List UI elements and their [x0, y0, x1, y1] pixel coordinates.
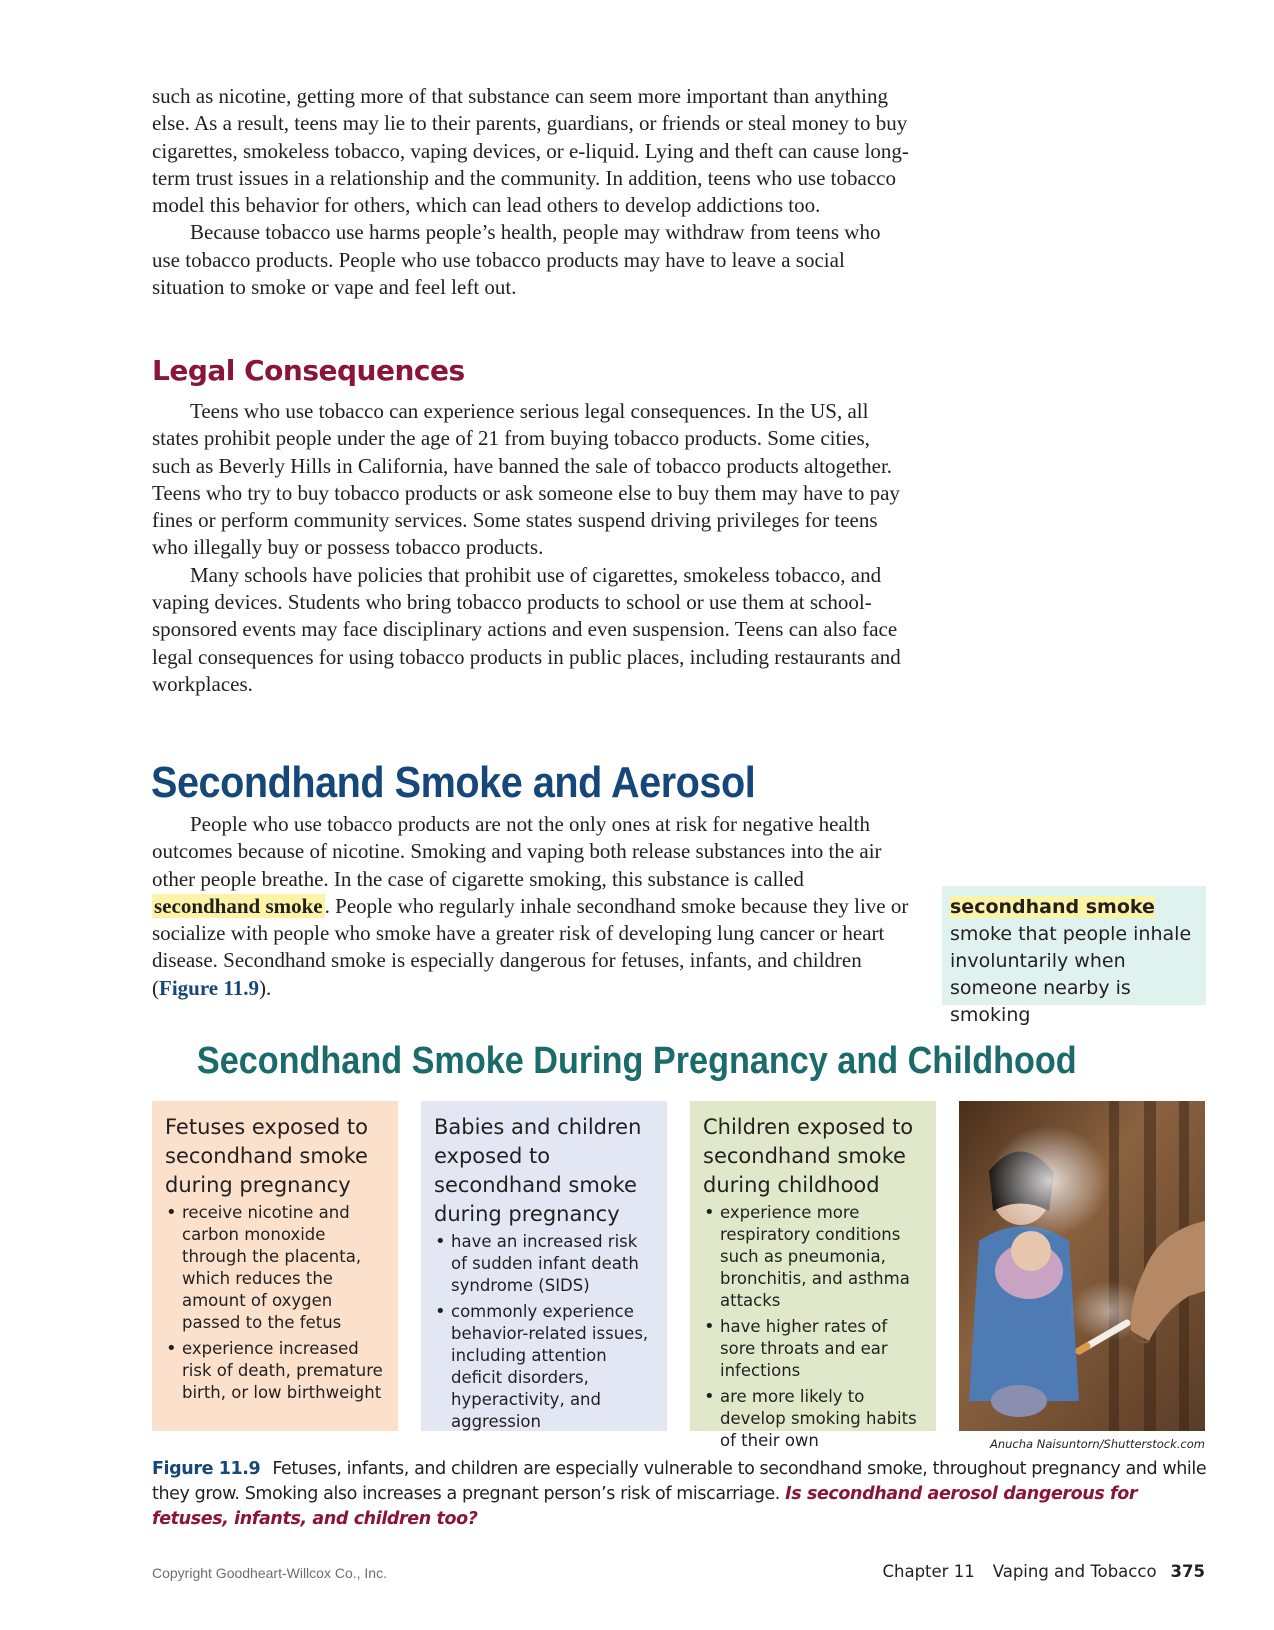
legal-consequences-text	[152, 398, 912, 698]
key-term-highlight: secondhand smoke	[154, 893, 323, 918]
paragraph: Teens who use tobacco can experience serious legal consequences. In the US, all states prohibit people under the age of 21 from buying tobacco products. Some cities, such as Beverly Hills in California, have banned the sale of tobacco products altogether. Teens who try to buy tobacco products or ask someone else to buy them may have to pay fines or perform community services. Some states suspend driving privileges for teens who illegally buy or possess tobacco products.	[152, 399, 900, 560]
panel-bullet: • are more likely to develop smoking habits of their own	[703, 1386, 926, 1452]
figure-caption	[152, 1457, 1212, 1532]
panel-bullet: • have an increased risk of sudden infant death syndrome (SIDS)	[434, 1231, 657, 1297]
paragraph-text: People who use tobacco products are not the only ones at risk for negative health outcomes because of nicotine. Smoking and vaping both release substances into the air other people breathe. In the case of cigarette smoking, this substance is called	[152, 812, 882, 891]
photo-credit: Anucha Naisuntorn/Shutterstock.com	[989, 1437, 1205, 1451]
panel-bullet: • experience more respiratory conditions such as pneumonia, bronchitis, and asthma attacks	[703, 1202, 926, 1312]
paragraph: Because tobacco use harms people’s health, people may withdraw from teens who use tobacco products. People who use tobacco products may have to leave a social situation to smoke or vape and feel left out.	[152, 220, 881, 300]
figure-panel-children	[690, 1101, 936, 1450]
panel-title: Babies and children exposed to secondhand smoke during pregnancy	[434, 1115, 642, 1226]
photo-smoking-parent-with-child	[959, 1101, 1205, 1431]
panel-bullet: • commonly experience behavior-related issues, including attention deficit disorders, hyperactivity, and aggression	[434, 1301, 657, 1433]
paragraph-text: ).	[258, 975, 272, 1000]
figure-title-text: Secondhand Smoke During Pregnancy and Childhood	[197, 1040, 1077, 1082]
panel-bullet-list	[703, 1202, 926, 1452]
footer-chapter: Chapter 11	[882, 1562, 975, 1581]
section-text	[152, 811, 912, 1002]
figure-title	[0, 1040, 1274, 1083]
photo-illustration	[959, 1101, 1205, 1431]
panel-bullet: • have higher rates of sore throats and ear infections	[703, 1316, 926, 1382]
page-number: 375	[1170, 1562, 1205, 1581]
caption-text: Fetuses, infants, and children are especially vulnerable to secondhand smoke, throughout pregnancy and while they grow. Smoking also increases a pregnant person’s risk of miscarriage.	[152, 1459, 1207, 1504]
panel-bullet: • experience increased risk of death, premature birth, or low birthweight	[165, 1338, 388, 1404]
paragraph: Many schools have policies that prohibit use of cigarettes, smokeless tobacco, and vaping devices. Students who bring tobacco products to school or use them at school-sponsored events may face disciplinary actions and even suspension. Teens can also face legal consequences for using tobacco products in public places, including restaurants and workplaces.	[152, 562, 901, 696]
body-text-top	[152, 83, 912, 301]
glossary-definition: smoke that people inhale involuntarily when someone nearby is smoking	[950, 923, 1192, 1026]
glossary-box	[942, 886, 1206, 1026]
figure-label: Figure 11.9	[152, 1459, 261, 1479]
section-heading: Secondhand Smoke and Aerosol	[151, 758, 756, 807]
panel-title: Children exposed to secondhand smoke during childhood	[703, 1115, 914, 1197]
figure-panel-fetuses	[152, 1101, 398, 1431]
legal-consequences-heading: Legal Consequences	[152, 354, 465, 387]
panel-title: Fetuses exposed to secondhand smoke during pregnancy	[165, 1115, 368, 1197]
panel-bullet-list	[165, 1202, 388, 1404]
figure-reference-link[interactable]: Figure 11.9	[159, 975, 259, 1000]
glossary-term: secondhand smoke	[950, 896, 1155, 918]
paragraph-text: . People who regularly inhale secondhand smoke because they live or socialize with people who smoke have a greater risk of developing lung cancer or heart disease. Secondhand smoke is especially dangerous for fetuses, infants, and children (	[152, 893, 909, 1000]
caption-question: Is secondhand aerosol dangerous for fetuses, infants, and children too?	[152, 1484, 1138, 1529]
footer-chapter-title: Vaping and Tobacco	[992, 1562, 1157, 1581]
paragraph	[152, 811, 912, 1002]
panel-bullet: • receive nicotine and carbon monoxide through the placenta, which reduces the amount of oxygen passed to the fetus	[165, 1202, 388, 1334]
footer-chapter-info	[882, 1562, 1205, 1581]
paragraph: such as nicotine, getting more of that substance can seem more important than anything else. As a result, teens may lie to their parents, guardians, or friends or steal money to buy cigarettes, smokeless tobacco, vaping devices, or e-liquid. Lying and theft can cause long-term trust issues in a relationship and the community. In addition, teens who use tobacco model this behavior for others, which can lead others to develop addictions too.	[152, 84, 909, 218]
panel-bullet-list	[434, 1231, 657, 1433]
figure-panel-babies	[421, 1101, 667, 1431]
footer-copyright: Copyright Goodheart-Willcox Co., Inc.	[152, 1565, 387, 1581]
